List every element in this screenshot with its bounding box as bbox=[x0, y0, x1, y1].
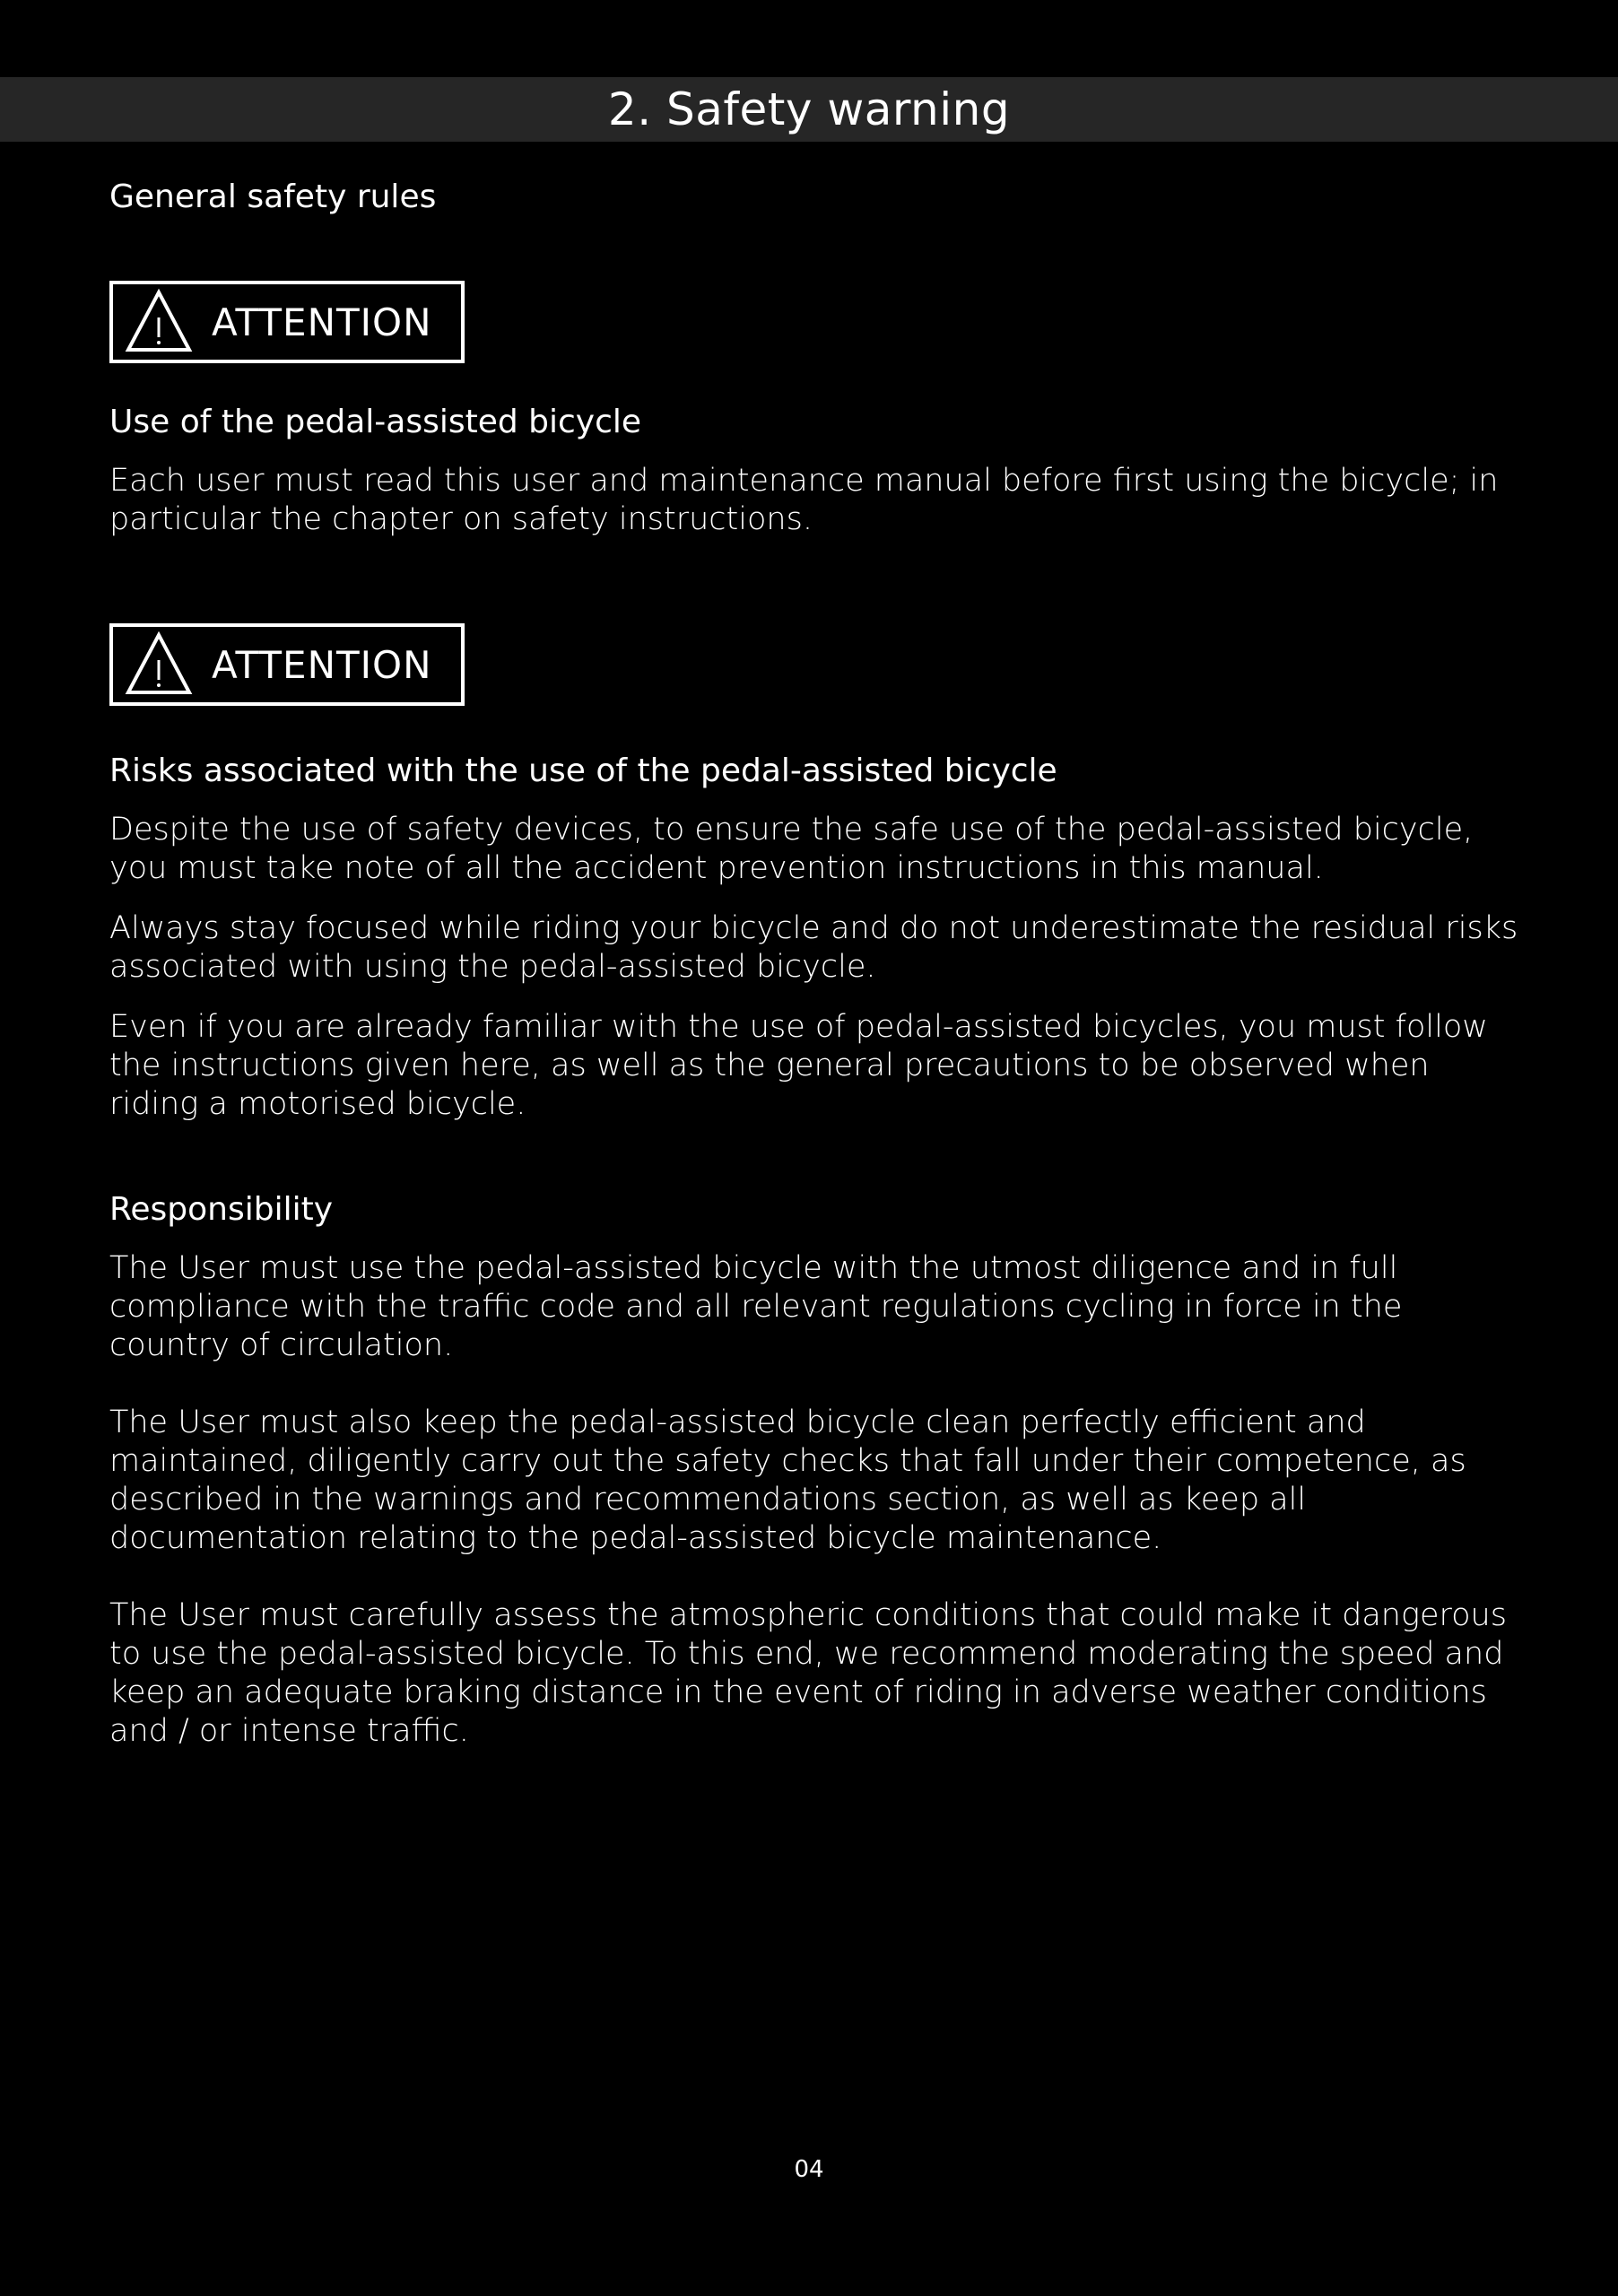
risks-paragraph: Despite the use of safety devices, to ensure the safe use of the pedal-assisted bicycle, you must take note of all the accident prevention instructions in this manual. bbox=[109, 812, 1474, 886]
use-section-heading: Use of the pedal-assisted bicycle bbox=[109, 404, 642, 440]
risks-paragraph: Even if you are already familiar with the use of pedal-assisted bicycles, you must follow the instructions given here, as well as the general precautions to be observed when riding a motorised bicycle. bbox=[109, 1009, 1488, 1122]
warning-triangle-icon bbox=[124, 630, 194, 700]
risks-section-heading: Risks associated with the use of the pedal-assisted bicycle bbox=[109, 752, 1057, 789]
responsibility-heading: Responsibility bbox=[109, 1191, 334, 1228]
attention-box-2 bbox=[109, 623, 465, 706]
page-header-bar bbox=[0, 77, 1618, 142]
risks-paragraph: Always stay focused while riding your bicycle and do not underestimate the residual risks associated with using the pedal-assisted bicycle. bbox=[109, 910, 1518, 985]
use-section bbox=[109, 403, 1527, 539]
attention-label: ATTENTION bbox=[212, 300, 432, 344]
page-number: 04 bbox=[794, 2156, 824, 2183]
attention-box-1 bbox=[109, 281, 465, 363]
responsibility-paragraph: The User must use the pedal-assisted bicycle with the utmost diligence and in full compliance with the traffic code and all relevant regulations cycling in force in the country of circulation. bbox=[109, 1250, 1403, 1363]
responsibility-section bbox=[109, 1190, 1527, 1751]
general-safety-heading-block bbox=[109, 178, 1527, 217]
responsibility-paragraph: The User must carefully assess the atmospheric conditions that could make it dangerous to use the pedal-assisted bicycle. To this end, we recommend moderating the speed and keep an adequate braking distance in the event of riding in adverse weather conditions and / or intense traffic. bbox=[109, 1597, 1507, 1749]
page-title: 2. Safety warning bbox=[607, 83, 1011, 135]
general-safety-heading: General safety rules bbox=[109, 178, 437, 215]
responsibility-paragraph: The User must also keep the pedal-assisted bicycle clean perfectly efficient and maintained, diligently carry out the safety checks that fall under their competence, as described in the warnings and recommendations section, as well as keep all documentation relating to the pedal-assisted bicycle maintenance. bbox=[109, 1405, 1466, 1556]
warning-triangle-icon bbox=[124, 287, 194, 357]
use-paragraph: Each user must read this user and maintenance manual before first using the bicycle; in particular the chapter on safety instructions. bbox=[109, 463, 1499, 537]
risks-section bbox=[109, 752, 1527, 1124]
attention-label: ATTENTION bbox=[212, 642, 432, 687]
